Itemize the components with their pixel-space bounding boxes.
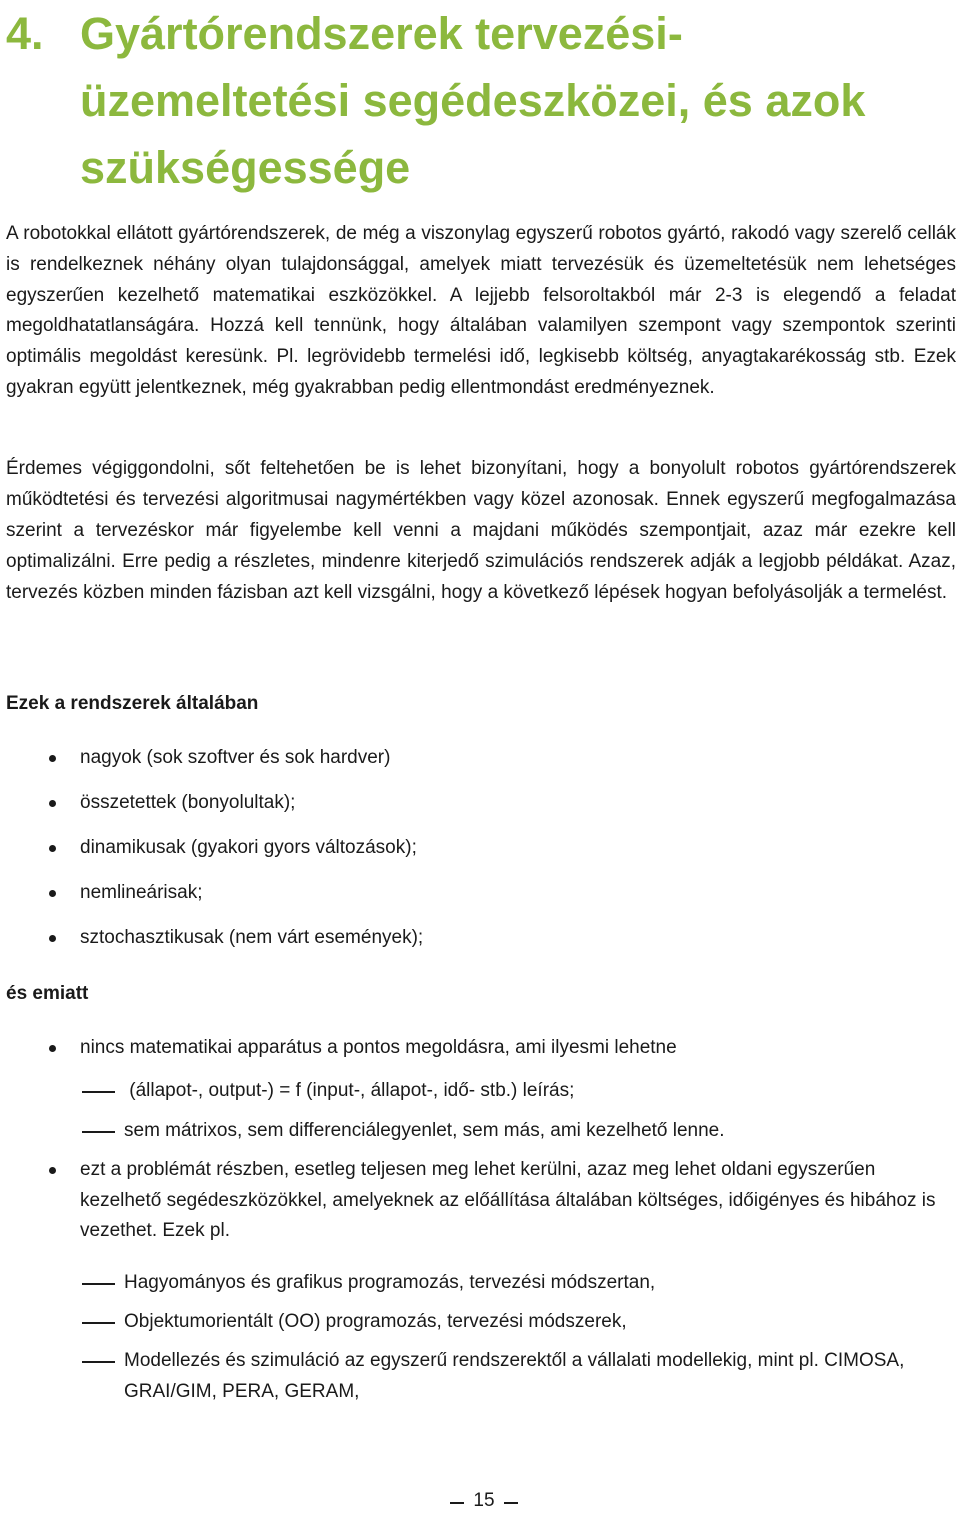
- bullet-icon: [49, 935, 56, 942]
- dash-icon: [82, 1283, 115, 1285]
- dash-icon: [82, 1322, 115, 1324]
- dash-icon: [82, 1361, 115, 1363]
- systems-heading: Ezek a rendszerek általában: [6, 693, 259, 714]
- page-number: 15: [448, 1488, 520, 1514]
- therefore-heading: és emiatt: [6, 983, 89, 1004]
- design-paragraph: Érdemes végiggondolni, sőt feltehetően be is lehet bizonyítani, hogy a bonyolult robotos gyártórendszerek működtetési és tervezési algoritmusai nagymértékben vagy közel azonosak. Ennek egyszerű megfogalmazása szerint a tervezéskor már figyelembe kell venni a majdani működés szempontjait, azaz már ezekre kell optimalizálni. Erre pedig a részletes, mindenre kiterjedő szimulációs rendszerek adják a legjobb példákat. Azaz, tervezés közben minden fázisban azt kell vizsgálni, hogy a következő lépések hogyan befolyásolják a termelést.: [6, 458, 956, 603]
- intro-paragraph: A robotokkal ellátott gyártórendszerek, de még a viszonylag egyszerű robotos gyártó, rakodó vagy szerelő cellák is rendelkeznek néhány olyan tulajdonsággal, amelyek miatt tervezésük és üzemeltetésük nem lehetséges egyszerűen kezelhető matematikai eszközökkel. A lejjebb felsoroltakból már 2-3 is elegendő a feladat megoldhatatlanságára. Hozzá kell tennünk, hogy általában valamilyen szempont vagy szempontok szerinti optimális megoldást keresünk. Pl. legrövidebb termelési idő, legkisebb költség, anyagtakarékosság stb. Ezek gyakran együtt jelentkeznek, még gyakrabban pedig ellentmondást eredményeznek.: [6, 223, 956, 398]
- dash-icon: [82, 1091, 115, 1093]
- section-number: 4.: [6, 8, 44, 59]
- dash-icon: [82, 1131, 115, 1133]
- bullet-icon: [49, 1167, 56, 1174]
- bullet-icon: [49, 1045, 56, 1052]
- section-title: Gyártórendszerek tervezési-üzemeltetési segédeszközei, és azok szükségessége: [80, 8, 866, 193]
- bullet-icon: [49, 845, 56, 852]
- bullet-icon: [49, 800, 56, 807]
- bullet-icon: [49, 755, 56, 762]
- bullet-icon: [49, 890, 56, 897]
